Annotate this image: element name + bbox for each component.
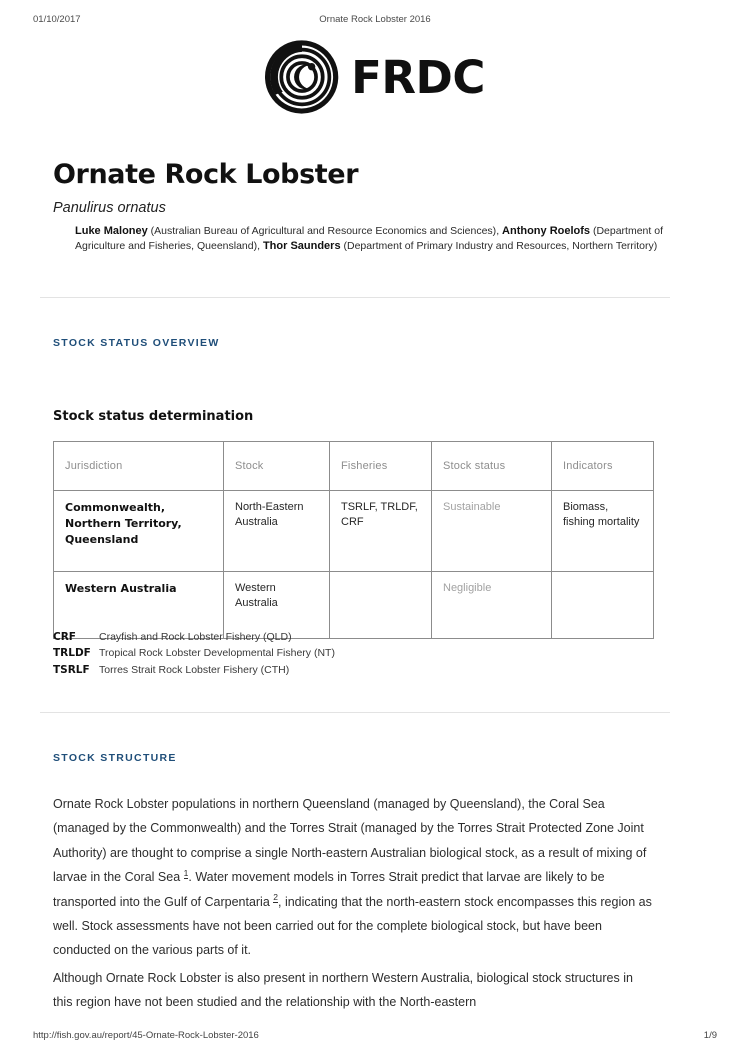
author-name: Luke Maloney bbox=[75, 224, 148, 237]
author-separator: , bbox=[257, 240, 263, 253]
table-row bbox=[54, 491, 654, 572]
divider-rule-bottom bbox=[40, 712, 670, 713]
author-name: Thor Saunders bbox=[262, 240, 341, 253]
divider-rule-top bbox=[40, 297, 670, 298]
footnote-ref-2[interactable]: 2 bbox=[273, 892, 278, 903]
author-separator: , bbox=[496, 224, 503, 237]
abbreviation-key: CRF bbox=[53, 631, 76, 643]
section-heading-stock-structure: STOCK STRUCTURE bbox=[53, 752, 177, 764]
cell-stock-status: Negligible bbox=[432, 572, 552, 639]
abbreviation-definition: Tropical Rock Lobster Developmental Fishery (NT) bbox=[99, 647, 335, 660]
column-header-fisheries: Fisheries bbox=[330, 442, 432, 491]
column-header-stock-status: Stock status bbox=[432, 442, 552, 491]
page-title: Ornate Rock Lobster bbox=[53, 159, 359, 190]
abbreviation-definition: Torres Strait Rock Lobster Fishery (CTH) bbox=[99, 663, 290, 676]
footnote-ref-1[interactable]: 1 bbox=[183, 867, 189, 878]
author-affiliation: (Department of Primary Industry and Resources, Northern Territory) bbox=[343, 240, 658, 253]
abbreviation-item bbox=[53, 662, 653, 678]
paragraph-text: , indicating that the north-eastern stock encompasses this region as well. Stock assessments have not been carried out for the complete biological stock, but have been conducted on the various parts of it. bbox=[53, 894, 652, 958]
author-affiliation: (Australian Bureau of Agricultural and Resource Economics and Sciences) bbox=[150, 224, 497, 237]
print-header bbox=[33, 14, 717, 28]
cell-indicators: Biomass, fishing mortality bbox=[552, 491, 654, 572]
paragraph-stock-structure-2: Although Ornate Rock Lobster is also present in northern Western Australia, biological stock structures in this region have not been studied and the relationship with the North-eastern bbox=[53, 971, 633, 1010]
column-header-stock: Stock bbox=[224, 442, 330, 491]
paragraph-stock-structure-1 bbox=[53, 792, 653, 963]
frdc-logo bbox=[0, 38, 750, 116]
section-heading-stock-status-overview: STOCK STATUS OVERVIEW bbox=[53, 337, 220, 349]
frdc-spiral-icon bbox=[265, 40, 339, 114]
cell-stock-status: Sustainable bbox=[432, 491, 552, 572]
stock-status-table bbox=[53, 441, 654, 639]
author-affiliation: (Department of Agriculture and Fisheries, Queensland) bbox=[75, 224, 663, 253]
author-list bbox=[75, 224, 675, 255]
title-block bbox=[53, 160, 697, 255]
footer-page-number: 1/9 bbox=[703, 1030, 717, 1041]
sub-heading-stock-status-determination: Stock status determination bbox=[53, 409, 254, 424]
cell-jurisdiction: Commonwealth, Northern Territory, Queensland bbox=[54, 491, 224, 572]
table-header-row bbox=[54, 442, 654, 491]
frdc-wordmark: FRDC bbox=[351, 50, 485, 104]
abbreviation-item bbox=[53, 645, 653, 661]
abbreviation-item bbox=[53, 629, 653, 645]
abbreviation-definition: Crayfish and Rock Lobster Fishery (QLD) bbox=[99, 631, 292, 643]
abbreviation-key: TSRLF bbox=[53, 663, 90, 676]
abbreviation-key: TRLDF bbox=[53, 647, 91, 660]
author-entry bbox=[263, 240, 657, 252]
print-header-title: Ornate Rock Lobster 2016 bbox=[319, 14, 431, 25]
footer-url[interactable]: http://fish.gov.au/report/45-Ornate-Rock-Lobster-2016 bbox=[33, 1030, 259, 1041]
abbreviation-list bbox=[53, 629, 653, 678]
print-date: 01/10/2017 bbox=[33, 14, 81, 25]
print-footer bbox=[33, 1030, 717, 1044]
author-entry bbox=[75, 225, 496, 237]
column-header-indicators: Indicators bbox=[552, 442, 654, 491]
author-name: Anthony Roelofs bbox=[502, 224, 591, 237]
paragraph-text: . Water movement models in Torres Strait predict that larvae are likely to be transported into the Gulf of Carpentaria bbox=[53, 870, 605, 909]
column-header-jurisdiction: Jurisdiction bbox=[54, 442, 224, 491]
paragraph-text: Ornate Rock Lobster populations in northern Queensland (managed by Queensland), the Coral Sea (managed by the Commonwealth) and the Torres Strait (managed by the Torres Strait Protected Zone Joint Authority) are thought to comprise a single North-eastern Australian biological stock, as a result of mixing of larvae in the Coral Sea bbox=[53, 797, 647, 885]
cell-stock: North-Eastern Australia bbox=[224, 491, 330, 572]
cell-stock: Western Australia bbox=[224, 572, 330, 639]
cell-jurisdiction: Western Australia bbox=[54, 572, 224, 639]
scientific-name: Panulirus ornatus bbox=[53, 200, 166, 217]
cell-fisheries: TSRLF, TRLDF, CRF bbox=[330, 491, 432, 572]
